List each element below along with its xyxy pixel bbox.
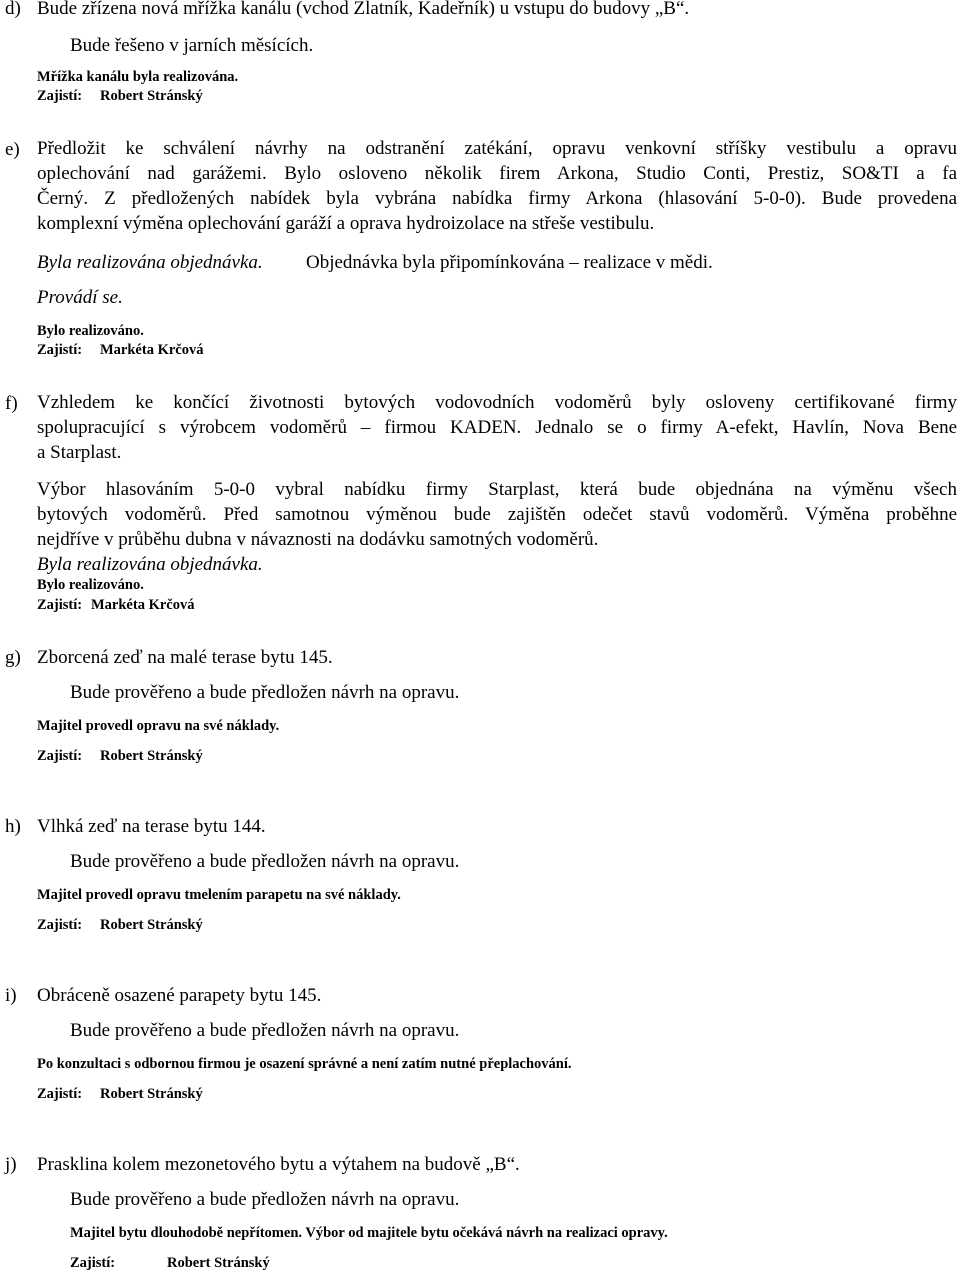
paragraph-line: nejdříve v průběhu dubna v návaznosti na dodávku samotných vodoměrů. [37,529,599,550]
item-j-title: Prasklina kolem mezonetového bytu a výtahem na budově „B“. [37,1154,520,1175]
paragraph-line: oplechování nad garážemi. Bylo osloveno několik firem Arkona, Studio Conti, Prestiz, SO&TI a fa [37,163,957,184]
responsible-person: Markéta Krčová [91,597,195,613]
item-g-note: Bude prověřeno a bude předložen návrh na opravu. [70,682,460,703]
item-f-responsible [37,597,195,613]
responsible-person: Markéta Krčová [100,342,204,358]
item-f-label: f) [5,393,18,414]
item-g-status: Majitel provedl opravu na své náklady. [37,718,280,734]
item-h-note: Bude prověřeno a bude předložen návrh na opravu. [70,851,460,872]
paragraph-line: bytových vodoměrů. Před samotnou výměnou bude zajištěn odečet stavů vodoměrů. Výměna proběhne [37,504,957,525]
responsible-person: Robert Stránský [100,917,203,933]
item-j-status: Majitel bytu dlouhodobě nepřítomen. Výbor od majitele bytu očekává návrh na realizaci opravy. [70,1225,668,1241]
item-h-status: Majitel provedl opravu tmelením parapetu na své náklady. [37,887,401,903]
paragraph-line: Výbor hlasováním 5-0-0 vybral nabídku firmy Starplast, která bude objednána na výměnu všech [37,479,957,500]
responsible-label: Zajistí: [37,342,83,358]
item-e-paragraph [37,136,957,236]
item-d-status: Mřížka kanálu byla realizována. [37,69,239,85]
paragraph-line: spolupracující s výrobcem vodoměrů – firmou KADEN. Jednalo se o firmy A-efekt, Havlín, Nova Bene [37,417,957,438]
item-f-paragraph-2 [37,477,957,552]
item-i-title: Obráceně osazené parapety bytu 145. [37,985,322,1006]
item-j-label: j) [5,1154,17,1175]
paragraph-line: Předložit ke schválení návrhy na odstranění zatékání, opravu venkovní stříšky vestibulu a opravu [37,138,957,159]
responsible-person: Robert Stránský [100,88,203,104]
item-h-title: Vlhká zeď na terase bytu 144. [37,816,266,837]
item-i-label: i) [5,985,17,1006]
paragraph-line: Vzhledem ke končící životnosti bytových vodovodních vodoměrů byly osloveny certifikované firmy [37,392,957,413]
item-g-label: g) [5,647,21,668]
responsible-label: Zajistí: [37,88,83,104]
item-f-status: Bylo realizováno. [37,577,144,593]
item-d-text: Bude zřízena nová mřížka kanálu (vchod Zlatník, Kadeřník) u vstupu do budovy „B“. [37,0,690,19]
item-i-responsible [37,1086,203,1102]
paragraph-line: a Starplast. [37,442,122,463]
item-e-responsible [37,342,204,358]
item-e-in-progress: Provádí se. [37,287,123,308]
item-i-status: Po konzultaci s odbornou firmou je osazení správné a není zatím nutné přeplachování. [37,1056,572,1072]
item-g-responsible [37,748,203,764]
responsible-label: Zajistí: [37,597,83,613]
item-j-note: Bude prověřeno a bude předložen návrh na opravu. [70,1189,460,1210]
item-j-responsible [70,1255,270,1271]
responsible-person: Robert Stránský [100,748,203,764]
responsible-label: Zajistí: [37,1086,83,1102]
responsible-label: Zajistí: [37,748,83,764]
item-d-label: d) [5,0,21,19]
item-e-status: Bylo realizováno. [37,323,144,339]
item-i-note: Bude prověřeno a bude předložen návrh na opravu. [70,1020,460,1041]
responsible-label: Zajistí: [37,917,83,933]
item-g-title: Zborcená zeď na malé terase bytu 145. [37,647,333,668]
paragraph-line: Černý. Z předložených nabídek byla vybrána nabídka firmy Arkona (hlasování 5-0-0). Bude provedena [37,188,957,209]
item-f-paragraph-1 [37,390,957,465]
item-e-label: e) [5,139,20,160]
item-h-responsible [37,917,203,933]
responsible-label: Zajistí: [70,1255,116,1271]
item-e-order-note: Objednávka byla připomínkována – realizace v mědi. [306,252,713,273]
responsible-person: Robert Stránský [100,1086,203,1102]
responsible-person: Robert Stránský [167,1255,270,1271]
item-f-order: Byla realizována objednávka. [37,554,263,575]
item-d-note: Bude řešeno v jarních měsících. [70,35,314,56]
item-h-label: h) [5,816,21,837]
item-d-responsible [37,88,203,104]
paragraph-line: komplexní výměna oplechování garáží a oprava hydroizolace na střeše vestibulu. [37,213,655,234]
item-e-order: Byla realizována objednávka. [37,252,263,273]
